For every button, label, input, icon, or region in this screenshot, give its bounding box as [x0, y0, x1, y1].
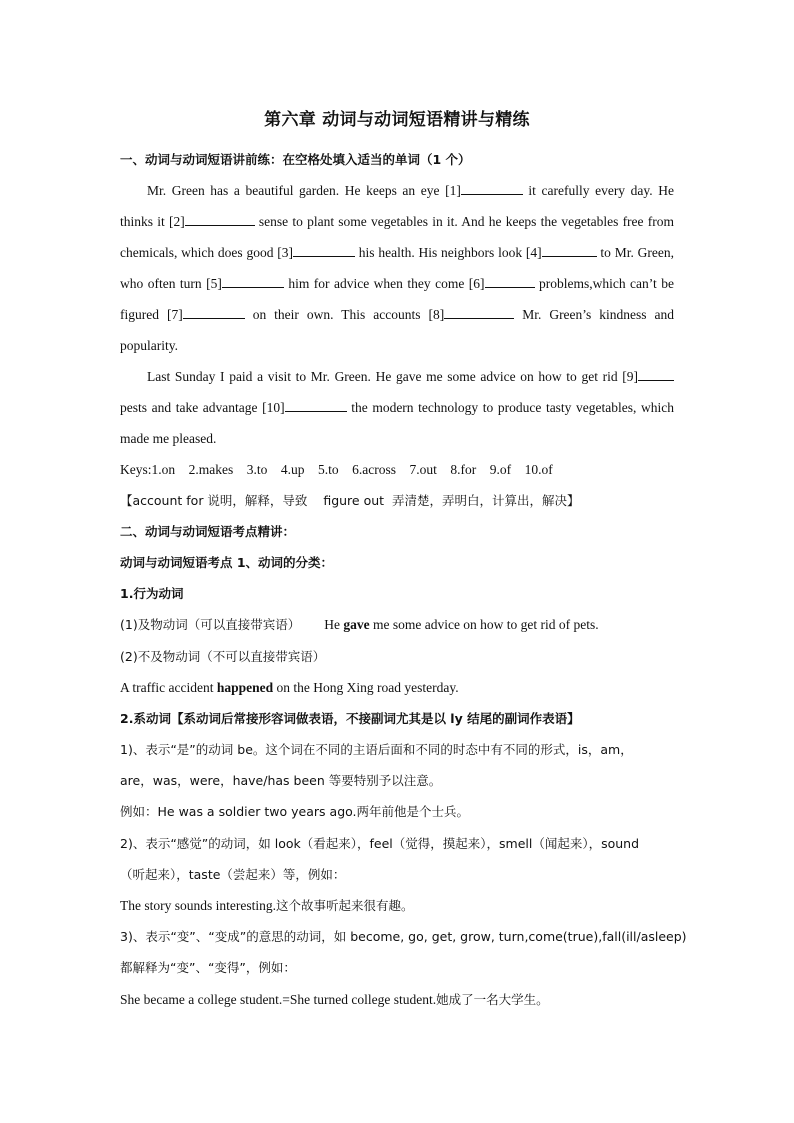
- be-verb-line-1: 1)、表示“是”的动词 be。这个词在不同的主语后面和不同的时态中有不同的形式，is，am，: [120, 742, 633, 758]
- intransitive-example-pre: A traffic accident: [120, 679, 217, 695]
- blank-10[interactable]: [285, 399, 347, 412]
- p1-text-6: him for advice when they come [6]: [283, 276, 485, 291]
- change-verb-line-1: 3)、表示“变”、“变成”的意思的动词，如 become, go, get, grow, turn,come(true),fall(ill/asleep): [120, 929, 687, 945]
- sense-example-cn: 这个故事听起来很有趣。: [275, 898, 414, 914]
- intransitive-example-post: on the Hong Xing road yesterday.: [273, 679, 459, 695]
- transitive-verb-line: [120, 609, 674, 640]
- vocabulary-note: 【account for 说明，解释，导致 figure out 弄清楚，弄明白，计算出，解决】: [120, 493, 580, 509]
- be-verb-line-2: are，was，were，have/has been 等要特别予以注意。: [120, 773, 442, 789]
- p1-text-4: his health. His neighbors look [4]: [355, 245, 542, 260]
- p2-text-2: pests and take advantage [10]: [120, 400, 285, 415]
- change-verb-example: [120, 984, 674, 1015]
- p1-text-1: Mr. Green has a beautiful garden. He keeps an eye [1]: [147, 183, 461, 198]
- sense-example-en: The story sounds interesting.: [120, 898, 276, 914]
- document-page: [120, 100, 687, 1015]
- sense-verb-line-1: 2)、表示“感觉”的动词，如 look（看起来），feel（觉得，摸起来），smell（闻起来），sound: [120, 835, 640, 851]
- p2-text-1: Last Sunday I paid a visit to Mr. Green. He gave me some advice on how to get rid [9]: [147, 369, 638, 384]
- p1-text-3: sense to plant some vegetables in it. And he keeps the vegetables free from chemicals, which does good [3]: [120, 214, 674, 260]
- p1-text-9: Mr. Green’s kindness and popularity.: [120, 307, 675, 353]
- sense-verb-example: [120, 890, 674, 921]
- change-example-en: She became a college student.=She turned college student.: [120, 991, 437, 1007]
- exercise-paragraph-1: [120, 175, 674, 361]
- sense-verb-line-2: （听起来），taste（尝起来）等，例如：: [120, 866, 346, 882]
- section2-subheading: 动词与动词短语考点 1、动词的分类：: [120, 555, 334, 571]
- blank-9[interactable]: [638, 368, 674, 381]
- be-verb-example: 例如：He was a soldier two years ago.两年前他是个士兵。: [120, 804, 470, 820]
- blank-5[interactable]: [222, 275, 284, 288]
- p1-text-8: on their own. This accounts [8]: [244, 307, 445, 322]
- exercise-paragraph-2: [120, 361, 674, 454]
- page-title: 第六章 动词与动词短语精讲与精练: [264, 110, 530, 130]
- blank-2[interactable]: [185, 213, 255, 226]
- change-verb-line-2: 都解释为“变”、“变得”，例如：: [120, 960, 296, 976]
- blank-7[interactable]: [183, 306, 245, 319]
- blank-4[interactable]: [542, 244, 597, 257]
- section2-heading: 二、动词与动词短语考点精讲：: [120, 524, 296, 540]
- blank-6[interactable]: [485, 275, 535, 288]
- change-example-cn: 她成了一名大学生。: [436, 991, 549, 1007]
- p1-text-2: it carefully every day. He thinks it [2]: [120, 183, 674, 229]
- transitive-example-verb: gave: [343, 617, 370, 633]
- intransitive-example: [120, 672, 674, 703]
- p2-text-3: the modern technology to produce tasty vegetables, which made me pleased.: [120, 400, 674, 446]
- answer-keys: Keys:1.on 2.makes 3.to 4.up 5.to 6.across 7.out 8.for 9.of 10.of: [120, 462, 553, 477]
- transitive-label: (1)及物动词（可以直接带宾语）: [120, 617, 301, 633]
- intransitive-label: (2)不及物动词（不可以直接带宾语）: [120, 648, 326, 664]
- transitive-example-pre: He: [324, 617, 344, 633]
- blank-3[interactable]: [293, 244, 355, 257]
- intransitive-example-verb: happened: [216, 679, 274, 695]
- transitive-example-post: me some advice on how to get rid of pets.: [369, 617, 599, 633]
- action-verb-title: 1.行为动词: [120, 586, 184, 602]
- section1-heading: 一、动词与动词短语讲前练：在空格处填入适当的单词（1 个）: [120, 152, 471, 167]
- p1-text-5: to Mr. Green, who often turn [5]: [120, 245, 675, 291]
- p1-text-7: problems,which can’t be figured [7]: [120, 276, 674, 322]
- linking-verb-title: 2.系动词【系动词后常接形容词做表语，不接副词尤其是以 ly 结尾的副词作表语】: [120, 711, 580, 727]
- blank-8[interactable]: [444, 306, 514, 319]
- blank-1[interactable]: [461, 182, 523, 195]
